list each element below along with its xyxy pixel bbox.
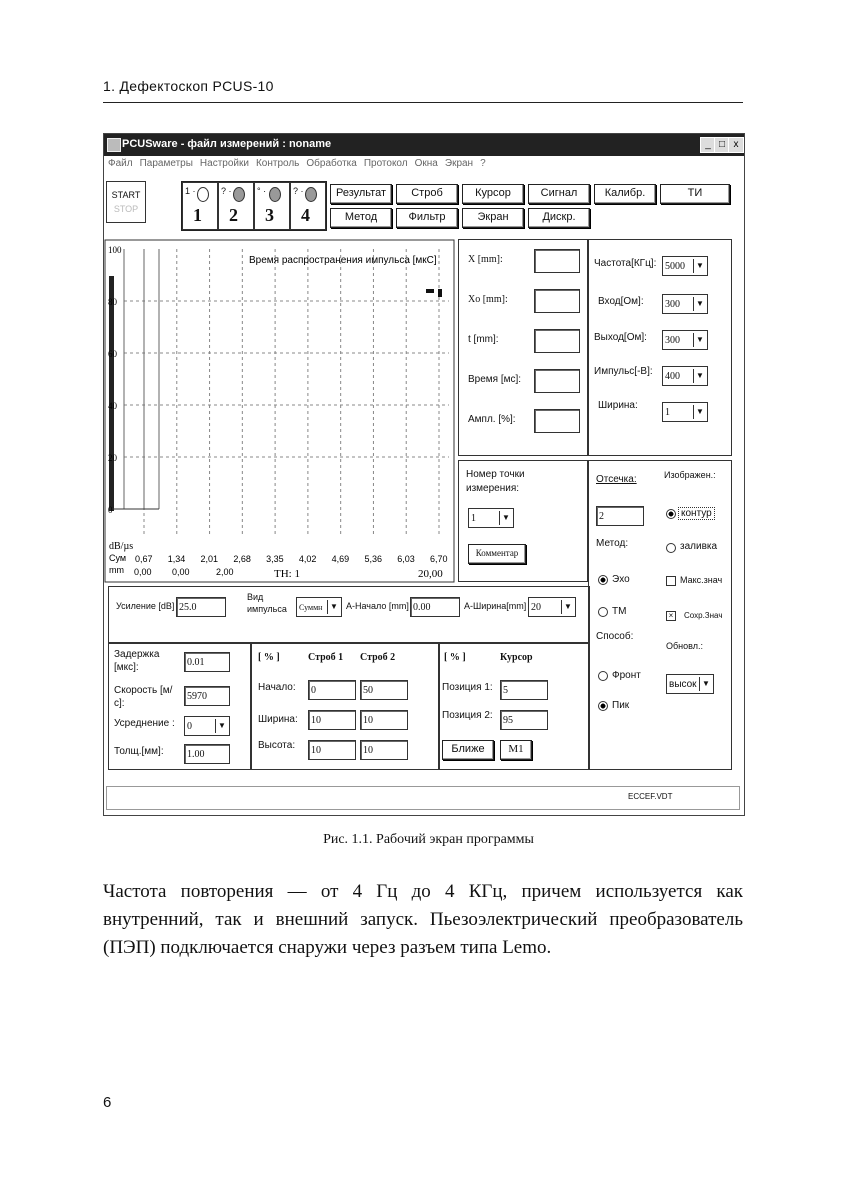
x-tick-label: 6,03: [397, 554, 415, 564]
channel-2-marker: ? ·: [221, 186, 232, 196]
cursor-mark-2: [438, 289, 442, 297]
chevron-down-icon: ▼: [215, 719, 228, 733]
pulser-panel: [588, 239, 732, 456]
pulse-kind-label: Вид импульса: [247, 592, 287, 614]
maximize-icon[interactable]: □: [714, 137, 730, 153]
method-button[interactable]: Метод: [330, 208, 392, 228]
plot-frame: [105, 240, 454, 582]
signal-button[interactable]: Сигнал: [528, 184, 590, 204]
channel-4-led-icon: [305, 187, 317, 202]
mm-tick-1: 0,00: [172, 567, 190, 577]
time-readout: [534, 369, 580, 393]
minimize-icon[interactable]: _: [700, 137, 716, 153]
chevron-down-icon: ▼: [499, 511, 512, 525]
chevron-down-icon: ▼: [693, 369, 706, 383]
header-rule: [103, 102, 743, 103]
body-paragraph: Частота повторения — от 4 Гц до 4 КГц, причем используется как внутренний, так и внешний запуск. Пьезоэлектрический преобразователь (ПЭП) подключается снаружи через разъем типа Lemo.: [103, 881, 743, 958]
strobe-start-label: Начало:: [258, 682, 296, 693]
xo-readout: [534, 289, 580, 313]
window-title: PCUSware - файл измерений : noname: [122, 138, 332, 150]
channel-1-button[interactable]: [182, 182, 218, 230]
maxval-checkbox[interactable]: [666, 576, 676, 586]
cursor-header: Курсор: [500, 652, 533, 663]
x-tick-label: 5,36: [364, 554, 382, 564]
app-icon: [107, 138, 121, 152]
start-label: START: [111, 190, 141, 200]
menu-windows[interactable]: Окна: [414, 158, 438, 169]
x-tick-label: 4,02: [298, 554, 317, 564]
channel-2-number: 2: [229, 205, 238, 225]
pulse-kind-select[interactable]: [296, 597, 342, 617]
update-select[interactable]: [666, 674, 714, 694]
fill-label: заливка: [680, 541, 718, 552]
chevron-down-icon: ▼: [693, 297, 706, 311]
chevron-down-icon: ▼: [693, 259, 706, 273]
stop-label: STOP: [113, 204, 139, 214]
channel-3-led-icon: [269, 187, 281, 202]
mm-tick-0: 0,00: [134, 567, 152, 577]
menu-protocol[interactable]: Протокол: [363, 158, 408, 169]
running-head: 1. Дефектоскоп PCUS-10: [103, 78, 274, 94]
ampl-readout: [534, 409, 580, 433]
width-label: Ширина:: [598, 400, 638, 411]
menu-processing[interactable]: Обработка: [306, 158, 357, 169]
averaging-select[interactable]: [184, 716, 230, 736]
channel-2-led-icon: [233, 187, 245, 202]
fill-radio[interactable]: [666, 543, 676, 553]
channel-4-button[interactable]: [290, 182, 326, 230]
delay-input[interactable]: 0.01: [184, 652, 230, 672]
averaging-label: Усреднение :: [114, 718, 175, 729]
pulse-label: Импульс[-В]:: [594, 366, 653, 377]
start-stop-button[interactable]: [106, 181, 146, 223]
channel-1-led-icon: [197, 187, 209, 202]
peak-radio[interactable]: [598, 701, 608, 711]
time-label: Время [мс]:: [468, 374, 522, 385]
a-scan-plot: [104, 239, 456, 584]
strobe-1-header: Строб 1: [308, 652, 344, 663]
page-number: 6: [103, 1094, 112, 1111]
discr-button[interactable]: Дискр.: [528, 208, 590, 228]
mode-label: Способ:: [596, 631, 634, 642]
x-tick-label: 1,34: [167, 554, 186, 564]
output-select[interactable]: [662, 330, 708, 350]
pulse-value: 400: [665, 371, 680, 382]
input-label: Вход[Ом]:: [598, 296, 644, 307]
strobe-2-width-input[interactable]: 10: [360, 710, 408, 730]
title-bar: [104, 134, 744, 156]
figure-caption: Рис. 1.1. Рабочий экран программы: [323, 832, 534, 847]
filter-button[interactable]: Фильтр: [396, 208, 458, 228]
menu-screen[interactable]: Экран: [444, 158, 474, 169]
plot-end-value: 20,00: [418, 568, 443, 580]
a-start-label: А-Начало [mm]: [346, 601, 409, 611]
y-tick-label: 100: [108, 245, 122, 255]
a-width-value: 20: [531, 602, 541, 613]
strobe-2-height-input[interactable]: 10: [360, 740, 408, 760]
menu-control[interactable]: Контроль: [255, 158, 300, 169]
strobe-1-width-input[interactable]: 10: [308, 710, 356, 730]
averaging-value: 0: [187, 721, 192, 732]
mm-tick-2: 2,00: [216, 567, 234, 577]
sum-row-label: Сум: [109, 553, 127, 563]
position-1-label: Позиция 1:: [442, 682, 493, 693]
cursor-pct-label: [ % ]: [444, 652, 466, 663]
app-window-screenshot: [103, 133, 745, 816]
speed-input[interactable]: 5970: [184, 686, 230, 706]
channel-2-button[interactable]: [218, 182, 254, 230]
point-value: 1: [471, 513, 476, 524]
thickness-label: Толщ.[мм]:: [114, 746, 164, 757]
strobe-2-header: Строб 2: [360, 652, 396, 663]
mm-row-label: mm: [109, 565, 124, 575]
a-width-select[interactable]: [528, 597, 576, 617]
frequency-select[interactable]: [662, 256, 708, 276]
m1-button[interactable]: M1: [500, 740, 532, 760]
update-value: высок: [669, 679, 697, 690]
strobe-button[interactable]: Строб: [396, 184, 458, 204]
calibration-button[interactable]: Калибр.: [594, 184, 656, 204]
width-value: 1: [665, 407, 670, 418]
x-readout: [534, 249, 580, 273]
y-unit-label: dB/µs: [109, 541, 134, 552]
tm-label: ТМ: [612, 606, 627, 617]
image-label: Изображен.:: [664, 470, 716, 480]
gain-label: Усиление [dB]: [116, 601, 175, 611]
pulse-kind-value: Суммн: [299, 603, 323, 612]
channel-1-marker: 1 ·: [185, 186, 196, 196]
saveval-label: Сохр.Знач: [684, 611, 723, 620]
y-tick-label: 40: [108, 401, 117, 411]
method-label: Метод:: [596, 538, 629, 549]
point-label: Номер точки измерения:: [466, 469, 525, 494]
x-label: X [mm]:: [468, 254, 503, 265]
ti-label: TH: 1: [274, 568, 300, 580]
xo-label: Xo [mm]:: [468, 294, 508, 305]
menu-help[interactable]: ?: [480, 158, 486, 169]
channel-3-number: 3: [265, 205, 274, 225]
cutoff-input[interactable]: 2: [596, 506, 644, 526]
strobe-pct-label: [ % ]: [258, 652, 280, 663]
channel-3-button[interactable]: [254, 182, 290, 230]
x-tick-label: 6,70: [430, 554, 448, 564]
output-label: Выход[Ом]:: [594, 332, 647, 343]
closer-button[interactable]: Ближе: [442, 740, 494, 760]
cutoff-label: Отсечка:: [596, 474, 637, 485]
echo-label: Эхо: [612, 574, 630, 585]
input-select[interactable]: [662, 294, 708, 314]
front-radio[interactable]: [598, 671, 608, 681]
result-button[interactable]: Результат: [330, 184, 392, 204]
gain-bar: [109, 276, 114, 511]
point-select[interactable]: [468, 508, 514, 528]
pulse-select[interactable]: [662, 366, 708, 386]
close-icon[interactable]: x: [728, 137, 744, 153]
width-select[interactable]: [662, 402, 708, 422]
chevron-down-icon: ▼: [693, 405, 706, 419]
cursor-mark: [426, 289, 434, 293]
menu-file[interactable]: Файл: [108, 158, 133, 169]
front-label: Фронт: [612, 670, 641, 681]
update-label: Обновл.:: [666, 641, 703, 651]
chevron-down-icon: ▼: [561, 600, 574, 614]
contour-label: контур: [678, 507, 715, 520]
x-tick-label: 2,68: [233, 554, 251, 564]
x-tick-label: 0,67: [135, 554, 153, 564]
ti-button[interactable]: ТИ: [660, 184, 730, 204]
menu-bar: [104, 158, 744, 174]
position-2-input[interactable]: 95: [500, 710, 548, 730]
channel-1-number: 1: [193, 205, 202, 225]
menu-settings[interactable]: Настройки: [199, 158, 249, 169]
x-tick-label: 4,69: [331, 554, 350, 564]
channel-4-number: 4: [301, 205, 310, 225]
t-readout: [534, 329, 580, 353]
strobe-width-label: Ширина:: [258, 714, 298, 725]
peak-label: Пик: [612, 700, 630, 711]
position-2-label: Позиция 2:: [442, 710, 493, 721]
channel-3-marker: ° ·: [257, 186, 267, 196]
x-tick-label: 3,35: [266, 554, 284, 564]
plot-title: Время распространения импульса [мкС]: [249, 255, 437, 266]
a-start-input[interactable]: 0.00: [410, 597, 460, 617]
t-label: t [mm]:: [468, 334, 499, 345]
maxval-label: Макс.знач: [680, 575, 723, 585]
strobe-1-height-input[interactable]: 10: [308, 740, 356, 760]
screen-button[interactable]: Экран: [462, 208, 524, 228]
saveval-checkbox[interactable]: ×: [666, 611, 676, 621]
chevron-down-icon: ▼: [327, 600, 340, 614]
thickness-input[interactable]: 1.00: [184, 744, 230, 764]
x-tick-label: 2,01: [200, 554, 219, 564]
output-value: 300: [665, 335, 680, 346]
frequency-value: 5000: [665, 261, 685, 272]
y-tick-label: 0: [108, 505, 113, 515]
chevron-down-icon: ▼: [699, 677, 712, 691]
speed-label: Скорость [м/с]:: [114, 685, 173, 709]
echo-radio[interactable]: [598, 575, 608, 585]
channel-4-marker: ? ·: [293, 186, 304, 196]
strobe-2-start-input[interactable]: 50: [360, 680, 408, 700]
chevron-down-icon: ▼: [693, 333, 706, 347]
comment-button[interactable]: Комментар: [468, 544, 526, 564]
tm-radio[interactable]: [598, 607, 608, 617]
delay-label: Задержка [мкс]:: [114, 649, 160, 673]
y-tick-label: 20: [108, 453, 117, 463]
contour-radio[interactable]: [666, 509, 676, 519]
ampl-label: Ампл. [%]:: [468, 414, 516, 425]
input-value: 300: [665, 299, 680, 310]
status-file: ECCEF.VDT: [628, 792, 673, 801]
y-tick-label: 80: [108, 297, 117, 307]
menu-params[interactable]: Параметры: [139, 158, 193, 169]
y-tick-label: 60: [108, 349, 117, 359]
frequency-label: Частота[КГц]:: [594, 258, 657, 269]
gain-input[interactable]: 25.0: [176, 597, 226, 617]
strobe-1-start-input[interactable]: 0: [308, 680, 356, 700]
strobe-height-label: Высота:: [258, 740, 296, 751]
cursor-button[interactable]: Курсор: [462, 184, 524, 204]
a-width-label: А-Ширина[mm]: [464, 601, 527, 611]
position-1-input[interactable]: 5: [500, 680, 548, 700]
